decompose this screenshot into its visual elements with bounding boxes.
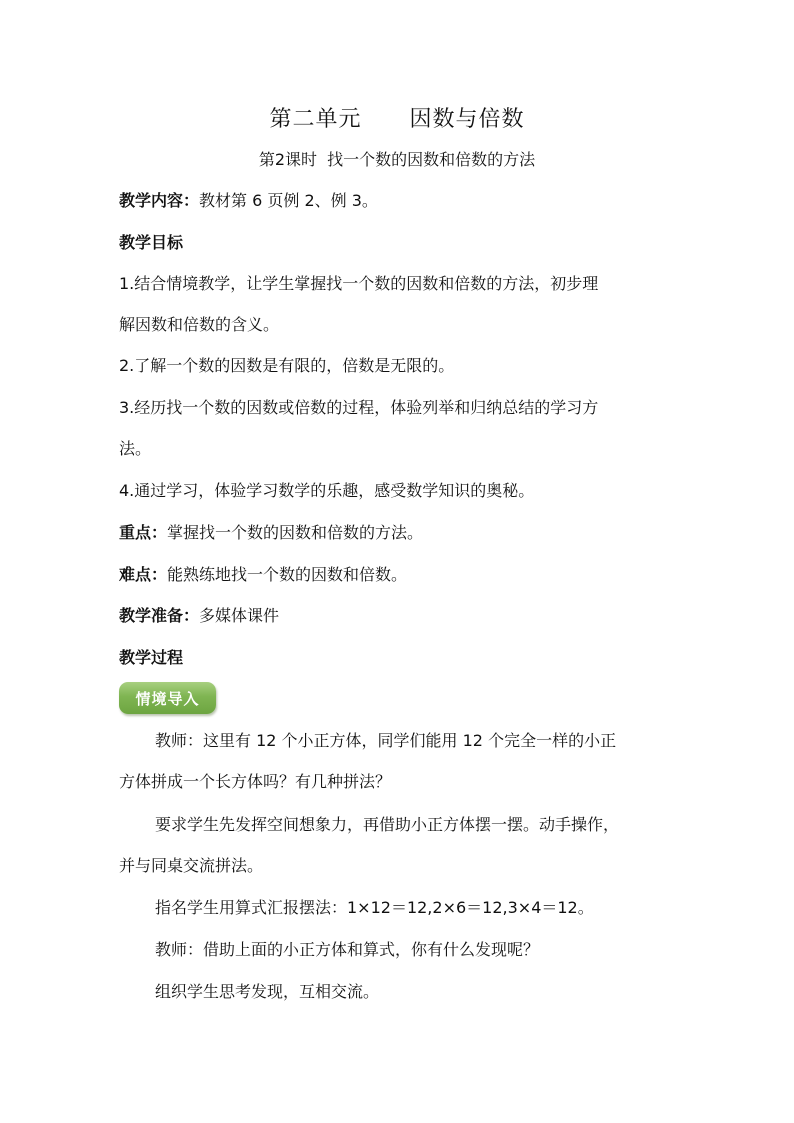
preparation-text: 多媒体课件	[199, 606, 280, 625]
goal-1-line-2: 解因数和倍数的含义。	[119, 315, 280, 334]
difficulty-line	[119, 565, 689, 585]
key-point-label: 重点：	[119, 523, 168, 542]
lesson-subtitle: 第2课时 找一个数的因数和倍数的方法	[258, 150, 536, 169]
difficulty-text: 能熟练地找一个数的因数和倍数。	[167, 565, 408, 584]
teaching-content-label: 教学内容：	[119, 191, 200, 210]
teaching-content-line	[119, 191, 689, 211]
goals-heading: 教学目标	[119, 233, 184, 252]
difficulty-label: 难点：	[119, 565, 168, 584]
paragraph-1-line-2: 方体拼成一个长方体吗？有几种拼法？	[119, 772, 392, 791]
goal-2: 2.了解一个数的因数是有限的，倍数是无限的。	[119, 356, 455, 375]
goal-1-line-1: 1.结合情境教学，让学生掌握找一个数的因数和倍数的方法，初步理	[119, 274, 599, 293]
scenario-intro-badge: 情境导入	[119, 682, 216, 714]
preparation-label: 教学准备：	[119, 606, 200, 625]
paragraph-1-line-1: 教师：这里有 12 个小正方体，同学们能用 12 个完全一样的小正	[155, 731, 617, 750]
process-heading: 教学过程	[119, 648, 184, 667]
paragraph-2-line-1: 要求学生先发挥空间想象力，再借助小正方体摆一摆。动手操作，	[155, 815, 620, 834]
teaching-content-text: 教材第 6 页例 2、例 3。	[199, 191, 378, 210]
goal-3-line-2: 法。	[119, 439, 152, 458]
paragraph-3: 指名学生用算式汇报摆法：1×12＝12,2×6＝12,3×4＝12。	[155, 898, 594, 917]
key-point-line	[119, 523, 689, 543]
paragraph-5: 组织学生思考发现，互相交流。	[155, 982, 380, 1001]
key-point-text: 掌握找一个数的因数和倍数的方法。	[167, 523, 424, 542]
goal-4: 4.通过学习，体验学习数学的乐趣，感受数学知识的奥秘。	[119, 481, 535, 500]
unit-title: 第二单元 因数与倍数	[269, 107, 525, 132]
preparation-line	[119, 606, 689, 626]
paragraph-2-line-2: 并与同桌交流拼法。	[119, 856, 264, 875]
goal-3-line-1: 3.经历找一个数的因数或倍数的过程，体验列举和归纳总结的学习方	[119, 398, 599, 417]
paragraph-4: 教师：借助上面的小正方体和算式，你有什么发现呢？	[155, 940, 540, 959]
